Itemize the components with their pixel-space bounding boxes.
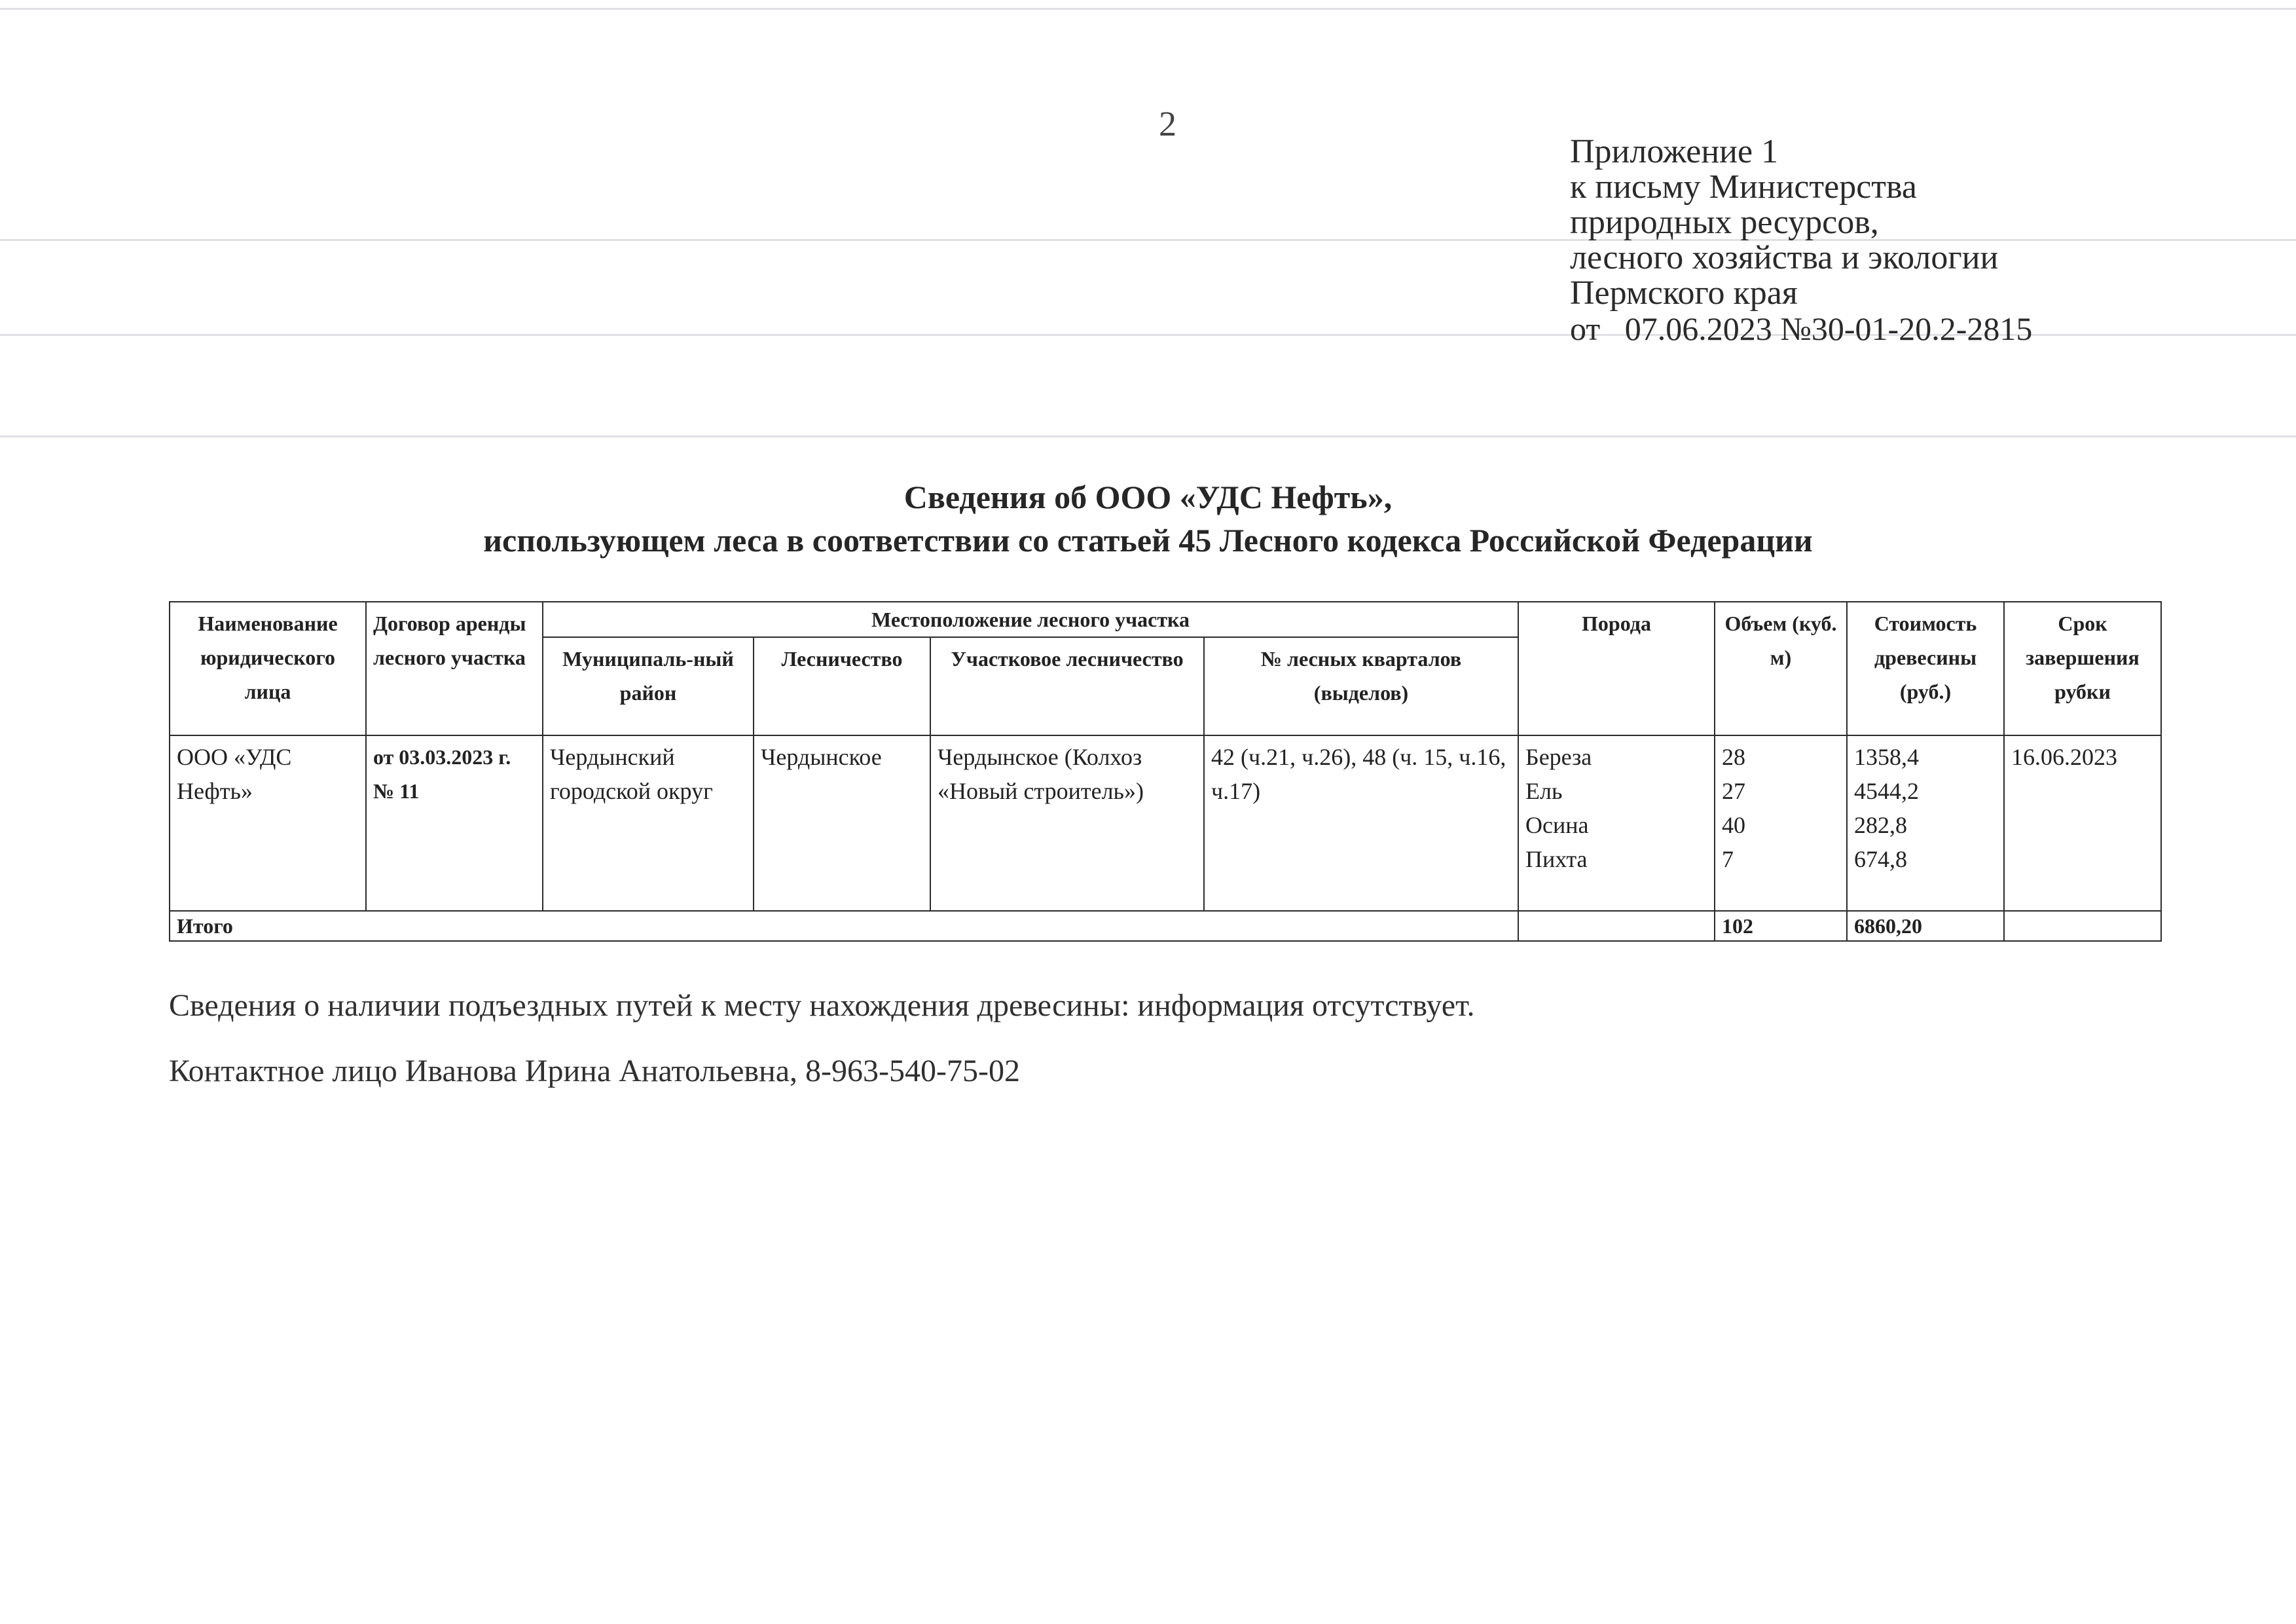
- page-number: 2: [1159, 104, 1176, 143]
- cell-species: [1518, 735, 1715, 911]
- appendix-line: к письму Министерства: [1570, 168, 1917, 206]
- cell-quarters: 42 (ч.21, ч.26), 48 (ч. 15, ч.16, ч.17): [1204, 735, 1518, 911]
- species-item: Осина: [1525, 812, 1589, 838]
- appendix-line: природных ресурсов,: [1570, 204, 1879, 241]
- scan-line: [0, 435, 2296, 437]
- total-deadline-empty: [2004, 911, 2161, 941]
- header-forestry: Лесничество: [754, 637, 930, 735]
- letter-number: №30-01-20.2-2815: [1780, 310, 2033, 347]
- cost-item: 1358,4: [1854, 744, 1920, 770]
- header-cost: Стоимость древесины (руб.): [1847, 602, 2004, 735]
- table-row: [170, 735, 2161, 911]
- forest-use-table: [169, 601, 2162, 942]
- cell-deadline: 16.06.2023: [2004, 735, 2161, 911]
- header-entity: Наименование юридического лица: [170, 602, 366, 735]
- total-cost: 6860,20: [1847, 911, 2004, 941]
- volume-item: 28: [1722, 744, 1746, 770]
- scan-line: [0, 8, 2296, 10]
- letter-date: 07.06.2023: [1624, 310, 1772, 347]
- document-subtitle: использующем леса в соответствии со статьей 45 Лесного кодекса Российской Федерации: [483, 522, 1813, 559]
- cell-forestry: Чердынское: [754, 735, 930, 911]
- species-item: Пихта: [1525, 846, 1588, 872]
- appendix-line: Приложение 1: [1570, 133, 1779, 170]
- cell-district: Чердынский городской округ: [543, 735, 754, 911]
- note-contact-person: Контактное лицо Иванова Ирина Анатольевна, 8-963-540-75-02: [169, 1054, 1020, 1088]
- appendix-date-line: [1570, 311, 2032, 346]
- header-sub-forestry: Участковое лесничество: [930, 637, 1204, 735]
- header-species: Порода: [1518, 602, 1715, 735]
- cell-cost: [1847, 735, 2004, 911]
- header-contract: Договор аренды лесного участка: [366, 602, 543, 735]
- total-row: [170, 911, 2161, 941]
- header-volume: Объем (куб. м): [1715, 602, 1847, 735]
- species-item: Ель: [1525, 778, 1563, 804]
- document-title: Сведения об ООО «УДС Нефть»,: [903, 479, 1393, 515]
- appendix-block: [1570, 134, 2032, 346]
- header-location: Местоположение лесного участка: [543, 602, 1518, 637]
- header-district: Муниципаль-ный район: [543, 637, 754, 735]
- note-access-roads: Сведения о наличии подъездных путей к месту нахождения древесины: информация отсутствует.: [169, 988, 1475, 1023]
- appendix-line: Пермского края: [1570, 274, 1798, 312]
- cell-contract: от 03.03.2023 г. № 11: [366, 735, 543, 911]
- volume-item: 27: [1722, 778, 1746, 804]
- cell-entity: ООО «УДС Нефть»: [170, 735, 366, 911]
- total-volume: 102: [1715, 911, 1847, 941]
- header-row: [170, 602, 2161, 637]
- cost-item: 674,8: [1854, 846, 1908, 872]
- date-prefix: от: [1570, 310, 1601, 347]
- volume-item: 40: [1722, 812, 1746, 838]
- cell-sub-forestry: Чердынское (Колхоз «Новый строитель»): [930, 735, 1204, 911]
- total-species-empty: [1518, 911, 1715, 941]
- species-item: Береза: [1525, 744, 1592, 770]
- appendix-line: лесного хозяйства и экологии: [1570, 239, 1999, 276]
- header-deadline: Срок завершения рубки: [2004, 602, 2161, 735]
- cost-item: 282,8: [1854, 812, 1908, 838]
- header-quarters: № лесных кварталов (выделов): [1204, 637, 1518, 735]
- cell-volume: [1715, 735, 1847, 911]
- volume-item: 7: [1722, 846, 1734, 872]
- total-label: Итого: [170, 911, 1518, 941]
- cost-item: 4544,2: [1854, 778, 1920, 804]
